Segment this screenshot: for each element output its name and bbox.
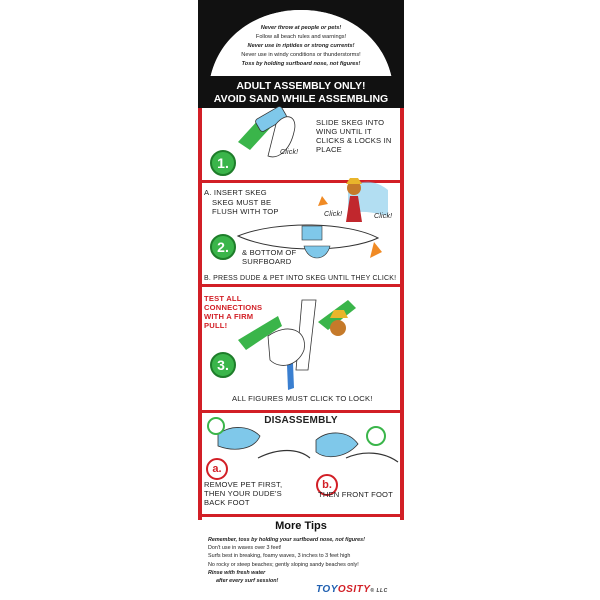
arrow-icon: [318, 196, 328, 206]
click-label: Click!: [324, 211, 343, 218]
header-line-1: ADULT ASSEMBLY ONLY!: [236, 80, 366, 92]
disassembly-a-badge: a.: [206, 458, 228, 480]
click-label: Click!: [374, 213, 393, 220]
tip-item: after every surf session!: [216, 578, 279, 585]
warning-item: Follow all beach rules and warnings!: [255, 34, 347, 40]
step-2-badge: 2.: [210, 234, 236, 260]
tips-title: More Tips: [275, 520, 327, 532]
tips-list: [208, 536, 398, 585]
brand-logo: [316, 584, 388, 595]
step-3-click-note: ALL FIGURES MUST CLICK TO LOCK!: [232, 394, 373, 403]
instruction-card: [198, 0, 404, 600]
step-3-badge: 3.: [210, 352, 236, 378]
disassembly-title: DISASSEMBLY: [264, 415, 338, 426]
step-2-flush-note: SKEG MUST BE FLUSH WITH TOP: [212, 198, 279, 216]
step-2b-label: B. PRESS DUDE & PET INTO SKEG UNTIL THEY CLICK!: [204, 275, 397, 282]
tip-item: No rocky or steep beaches; gently sloping sandy beaches only!: [208, 561, 359, 568]
tip-item: Surfs best in breaking, foamy waves, 3 inches to 3 feet high: [208, 553, 351, 560]
warning-item: Never use in riptides or strong currents!: [247, 43, 355, 49]
step-3-test-note: TEST ALL CONNECTIONS WITH A FIRM PULL!: [204, 294, 263, 330]
warnings-list: [218, 24, 384, 69]
tip-item: Rinse with fresh water: [208, 569, 266, 576]
disassembly-b-badge: b.: [316, 474, 338, 496]
disassembly-a-text: REMOVE PET FIRST, THEN YOUR DUDE'S BACK FOOT: [204, 480, 283, 507]
tip-item: Remember, toss by holding your surfboard nose, not figures!: [208, 537, 365, 543]
disassembly-b-text: THEN FRONT FOOT: [318, 490, 393, 499]
step-1-instruction: SLIDE SKEG INTO WING UNTIL IT CLICKS & LOCKS IN PLACE: [316, 118, 392, 154]
brand-suffix: ® LLC: [370, 588, 388, 594]
arrow-icon: [370, 242, 382, 258]
step-2-bottom-note: & BOTTOM OF SURFBOARD: [242, 248, 297, 266]
header-line-2: AVOID SAND WHILE ASSEMBLING: [213, 93, 389, 105]
brand-name-b: OSITY: [337, 584, 371, 595]
tip-item: Don't use in waves over 3 feet!: [208, 545, 282, 552]
step-1-badge: 1.: [210, 150, 236, 176]
warning-item: Never use in windy conditions or thunderstorms!: [241, 52, 361, 58]
click-label: Click!: [280, 149, 299, 156]
step-2a-label: A. INSERT SKEG: [204, 188, 267, 197]
warning-item: Never throw at people or pets!: [260, 25, 342, 31]
brand-name-a: TOY: [316, 584, 338, 595]
warning-item: Toss by holding surfboard nose, not figures!: [241, 61, 361, 67]
